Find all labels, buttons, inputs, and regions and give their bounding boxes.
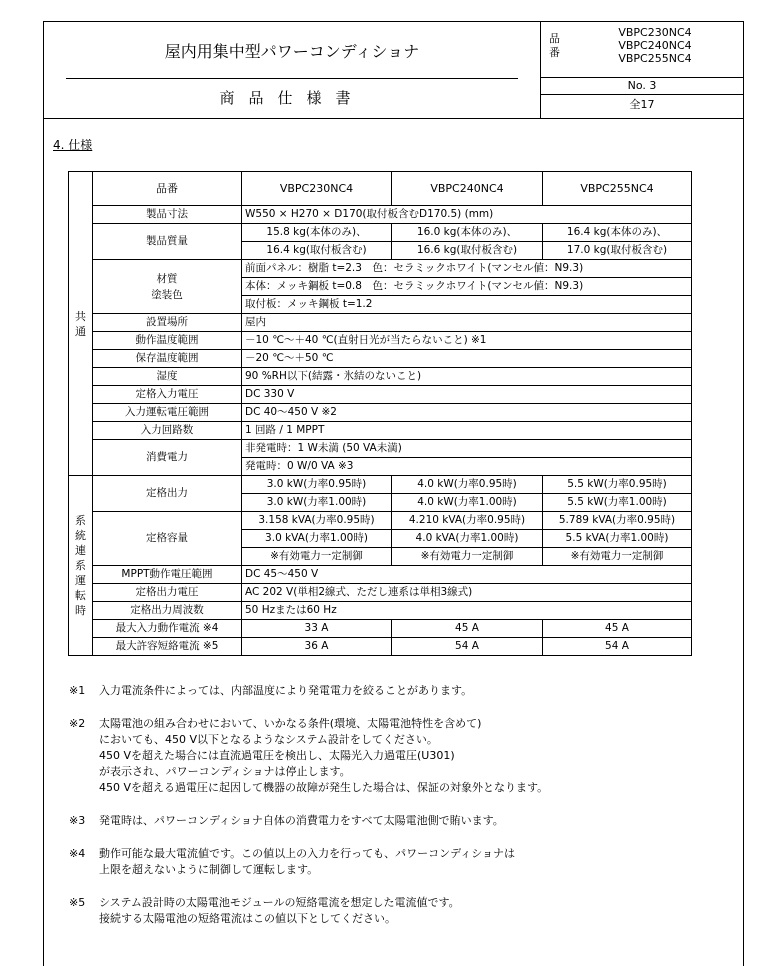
header-bottom-rule: [43, 118, 744, 119]
circuits-value: 1 回路 / 1 MPPT: [242, 422, 692, 440]
install-value: 屋内: [242, 314, 692, 332]
note-item: [69, 813, 739, 829]
ratedcap-cell: 5.789 kVA(力率0.95時): [543, 512, 692, 530]
maxsc-cell: 36 A: [242, 638, 392, 656]
header-model: VBPC255NC4: [543, 172, 692, 206]
mppt-label: MPPT動作電圧範囲: [93, 566, 242, 584]
model-item: VBPC255NC4: [618, 52, 692, 65]
note-line: が表示され、パワーコンディショナは停止します。: [99, 765, 351, 778]
model-list: [575, 26, 735, 65]
ratedcap-cell: 5.5 kVA(力率1.00時): [543, 530, 692, 548]
ratedout-cell: 4.0 kW(力率1.00時): [392, 494, 543, 512]
consume-row: 発電時：0 W/0 VA ※3: [242, 458, 692, 476]
note-item: [69, 895, 739, 927]
notes: [69, 683, 739, 944]
ratedcap-cell: ※有効電力一定制御: [242, 548, 392, 566]
maxin-cell: 45 A: [543, 620, 692, 638]
material-label-line: 塗装色: [151, 288, 183, 301]
model-item: VBPC230NC4: [618, 26, 692, 39]
model-item: VBPC240NC4: [618, 39, 692, 52]
group-grid: [69, 476, 93, 656]
document-title: 屋内用集中型パワーコンディショナ: [164, 41, 420, 61]
note-line: 接続する太陽電池の短絡電流はこの値以下としてください。: [99, 912, 396, 925]
ratedout-cell: 4.0 kW(力率0.95時): [392, 476, 543, 494]
group-grid-text: 系統連系運転時: [75, 514, 86, 617]
header-model: VBPC230NC4: [242, 172, 392, 206]
maxsc-cell: 54 A: [543, 638, 692, 656]
note-line: 入力電流条件によっては、内部温度により発電電力を絞ることがあります。: [99, 684, 473, 697]
maxin-cell: 33 A: [242, 620, 392, 638]
ratedcap-cell: 4.210 kVA(力率0.95時): [392, 512, 543, 530]
ratedv-value: DC 330 V: [242, 386, 692, 404]
header-model: VBPC240NC4: [392, 172, 543, 206]
consume-row: 非発電時：1 W未満 (50 VA未満): [242, 440, 692, 458]
sttemp-value: －20 ℃～＋50 ℃: [242, 350, 692, 368]
hinban-label: 品番: [549, 32, 560, 59]
sttemp-label: 保存温度範囲: [93, 350, 242, 368]
mass-cell: 16.4 kg(本体のみ)、: [543, 224, 692, 242]
ratedout-label: 定格出力: [93, 476, 242, 512]
ratedcap-cell: ※有効電力一定制御: [543, 548, 692, 566]
material-row: 取付板：メッキ鋼板 t=1.2: [242, 296, 692, 314]
size-value: W550 × H270 × D170(取付板含むD170.5) (mm): [242, 206, 692, 224]
title-underline: [66, 78, 518, 79]
freq-label: 定格出力周波数: [93, 602, 242, 620]
mass-cell: 17.0 kg(取付板含む): [543, 242, 692, 260]
material-row: 本体：メッキ鋼板 t=0.8 色：セラミックホワイト(マンセル値：N9.3): [242, 278, 692, 296]
material-label: [93, 260, 242, 314]
maxin-label: 最大入力動作電流 ※4: [93, 620, 242, 638]
install-label: 設置場所: [93, 314, 242, 332]
maxin-cell: 45 A: [392, 620, 543, 638]
note-line: 450 Vを超えた場合には直流過電圧を検出し、太陽光入力過電圧(U301): [99, 749, 455, 762]
note-line: 上限を超えないように制御して運転します。: [99, 863, 319, 876]
inrange-value: DC 40～450 V ※2: [242, 404, 692, 422]
ratedcap-cell: 3.0 kVA(力率1.00時): [242, 530, 392, 548]
size-label: 製品寸法: [93, 206, 242, 224]
ratedout-cell: 3.0 kW(力率0.95時): [242, 476, 392, 494]
material-row: 前面パネル：樹脂 t=2.3 色：セラミックホワイト(マンセル値：N9.3): [242, 260, 692, 278]
note-mark: ※5: [69, 896, 86, 909]
freq-value: 50 Hzまたは60 Hz: [242, 602, 692, 620]
consume-label: 消費電力: [93, 440, 242, 476]
mass-cell: 16.0 kg(本体のみ)、: [392, 224, 543, 242]
header-label: 品番: [93, 172, 242, 206]
outv-label: 定格出力電圧: [93, 584, 242, 602]
note-line: 発電時は、パワーコンディショナ自体の消費電力をすべて太陽電池側で賄います。: [99, 814, 504, 827]
ratedv-label: 定格入力電圧: [93, 386, 242, 404]
material-label-line: 材質: [156, 272, 178, 285]
note-line: 450 Vを超える過電圧に起因して機器の故障が発生した場合は、保証の対象外となります。: [99, 781, 549, 794]
ratedcap-cell: ※有効電力一定制御: [392, 548, 543, 566]
ratedout-cell: 5.5 kW(力率0.95時): [543, 476, 692, 494]
note-mark: ※1: [69, 684, 86, 697]
note-item: [69, 716, 739, 796]
note-item: [69, 683, 739, 699]
document-subtitle: 商品仕様書: [219, 89, 365, 107]
section-title: 4. 仕様: [53, 138, 93, 152]
inrange-label: 入力運転電圧範囲: [93, 404, 242, 422]
note-mark: ※2: [69, 717, 86, 730]
page-total: 全17: [629, 98, 655, 111]
page-number: No. 3: [627, 79, 657, 92]
maxsc-label: 最大許容短絡電流 ※5: [93, 638, 242, 656]
note-line: システム設計時の太陽電池モジュールの短絡電流を想定した電流値です。: [99, 896, 460, 909]
note-item: [69, 846, 739, 878]
ratedout-cell: 5.5 kW(力率1.00時): [543, 494, 692, 512]
circuits-label: 入力回路数: [93, 422, 242, 440]
spec-table: [68, 171, 692, 656]
ratedcap-cell: 4.0 kVA(力率1.00時): [392, 530, 543, 548]
note-mark: ※3: [69, 814, 86, 827]
mass-cell: 16.4 kg(取付板含む): [242, 242, 392, 260]
ratedcap-cell: 3.158 kVA(力率0.95時): [242, 512, 392, 530]
mass-label: 製品質量: [93, 224, 242, 260]
note-mark: ※4: [69, 847, 86, 860]
group-common: 共通: [69, 172, 93, 476]
outv-value: AC 202 V(単相2線式、ただし連系は単相3線式): [242, 584, 692, 602]
mass-cell: 16.6 kg(取付板含む): [392, 242, 543, 260]
humid-value: 90 %RH以下(結露・氷結のないこと): [242, 368, 692, 386]
ratedout-cell: 3.0 kW(力率1.00時): [242, 494, 392, 512]
maxsc-cell: 54 A: [392, 638, 543, 656]
note-line: 太陽電池の組み合わせにおいて、いかなる条件(環境、太陽電池特性を含めて): [99, 717, 482, 730]
mass-cell: 15.8 kg(本体のみ)、: [242, 224, 392, 242]
humid-label: 湿度: [93, 368, 242, 386]
ratedcap-label: 定格容量: [93, 512, 242, 566]
note-line: 動作可能な最大電流値です。この値以上の入力を行っても、パワーコンディショナは: [99, 847, 516, 860]
mppt-value: DC 45～450 V: [242, 566, 692, 584]
optemp-value: －10 ℃～＋40 ℃(直射日光が当たらないこと) ※1: [242, 332, 692, 350]
note-line: においても、450 V以下となるようなシステム設計をしてください。: [99, 733, 438, 746]
optemp-label: 動作温度範囲: [93, 332, 242, 350]
